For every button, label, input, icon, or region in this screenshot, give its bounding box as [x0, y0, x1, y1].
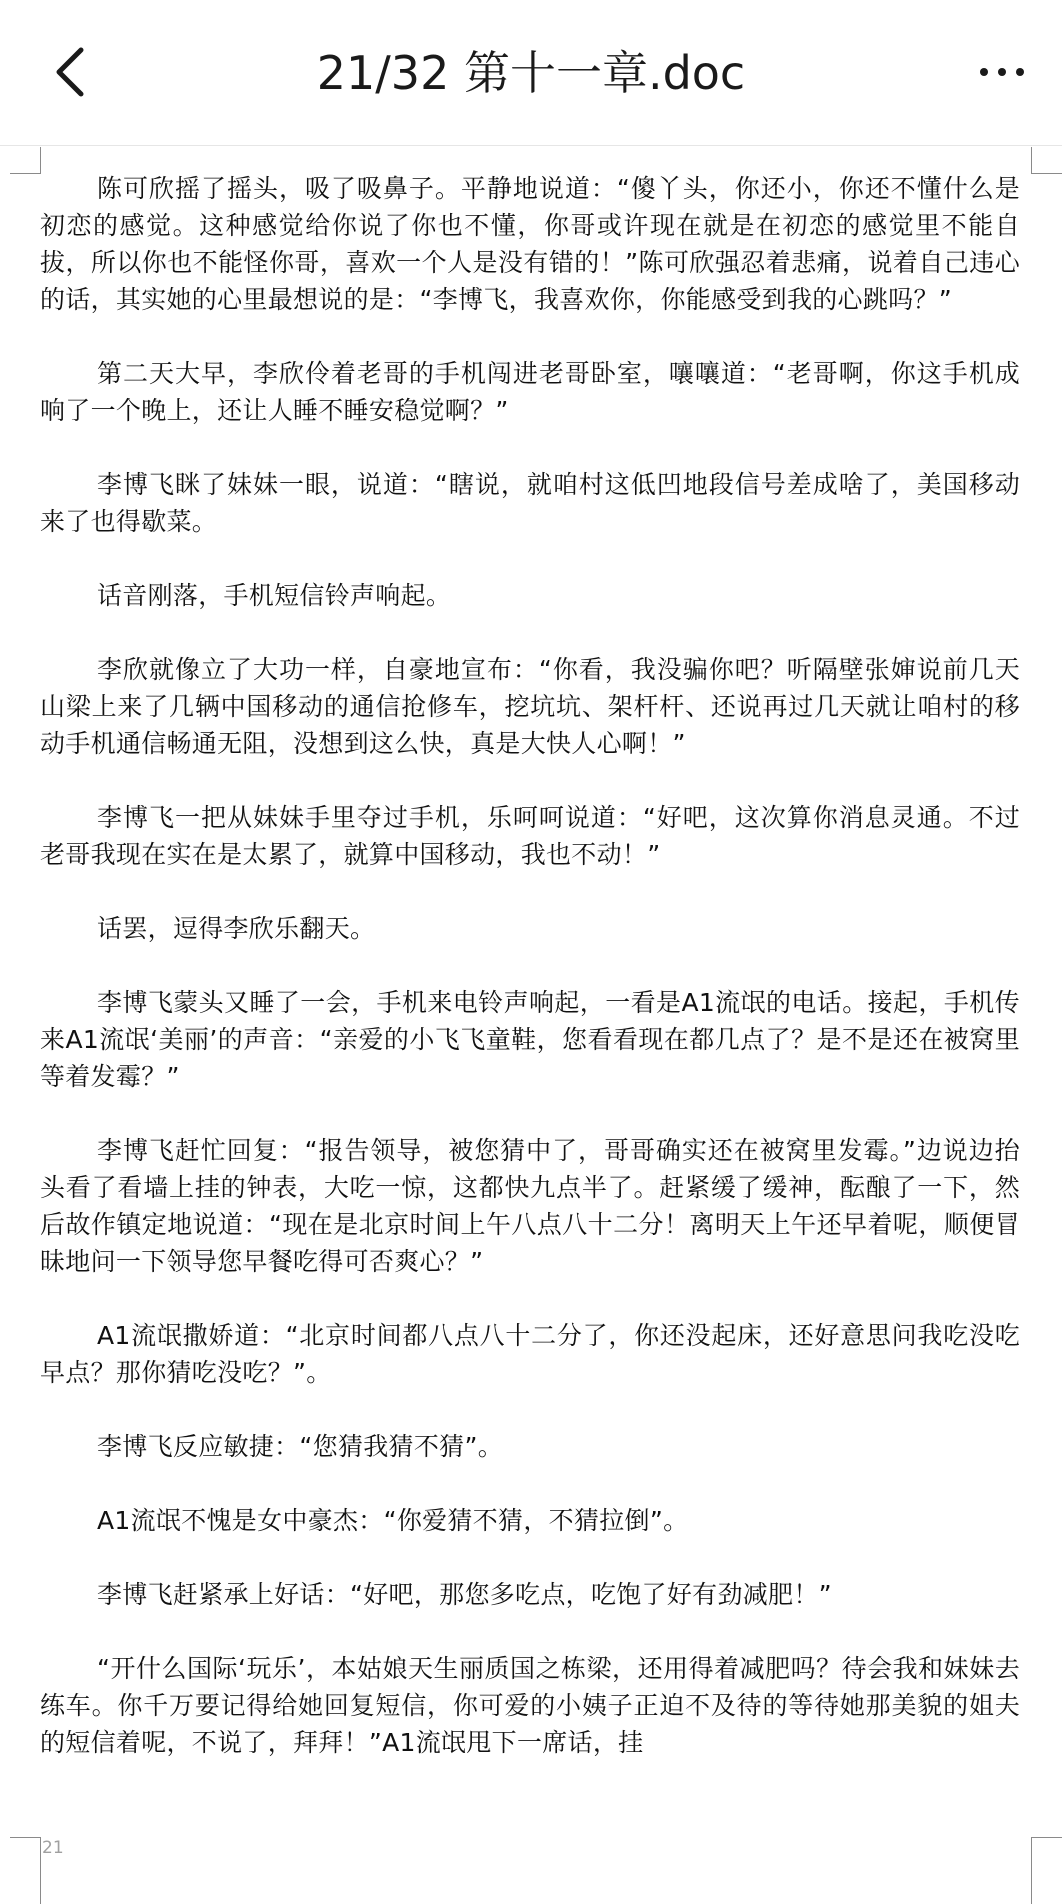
- paragraph: 李欣就像立了大功一样，自豪地宣布：“你看，我没骗你吧？听隔壁张婶说前几天山梁上来了几辆中国移动的通信抢修车，挖坑坑、架杆杆、还说再过几天就让咱村的移动手机通信畅通无阻，没想到这么快，真是大快人心啊！”: [40, 655, 1020, 758]
- paragraph: 第二天大早，李欣伶着老哥的手机闯进老哥卧室，嚷嚷道：“老哥啊，你这手机成响了一个晚上，还让人睡不睡安稳觉啊？”: [40, 359, 1020, 425]
- page-corner-mark: [1031, 1837, 1062, 1904]
- page-number: 21: [42, 1838, 64, 1858]
- top-toolbar: [0, 0, 1062, 146]
- paragraph: 李博飞眯了妹妹一眼，说道：“瞎说，就咱村这低凹地段信号差成啥了，美国移动来了也得歇菜。: [40, 470, 1020, 536]
- page-corner-mark: [10, 1837, 41, 1904]
- back-button[interactable]: [40, 40, 100, 104]
- paragraph: A1流氓撒娇道：“北京时间都八点八十二分了，你还没起床，还好意思问我吃没吃早点？那你猜吃没吃？”。: [40, 1321, 1020, 1387]
- document-title: 21/32 第十一章.doc: [316, 46, 746, 100]
- paragraph: 李博飞赶紧承上好话：“好吧，那您多吃点，吃饱了好有劲减肥！”: [97, 1580, 832, 1609]
- paragraph: “开什么国际‘玩乐’，本姑娘天生丽质国之栋梁，还用得着减肥吗？待会我和妹妹去练车。你千万要记得给她回复短信，你可爱的小姨子正迫不及待的等待她那美貌的姐夫的短信着呢，不说了，拜拜！”A1流氓甩下一席话，挂: [40, 1654, 1020, 1757]
- paragraph: 话罢，逗得李欣乐翻天。: [97, 914, 376, 943]
- paragraph: 李博飞一把从妹妹手里夺过手机，乐呵呵说道：“好吧，这次算你消息灵通。不过老哥我现在实在是太累了，就算中国移动，我也不动！”: [40, 803, 1020, 869]
- paragraph: A1流氓不愧是女中豪杰：“你爱猜不猜，不猜拉倒”。: [97, 1506, 689, 1535]
- paragraph: 李博飞反应敏捷：“您猜我猜不猜”。: [97, 1432, 504, 1461]
- document-body: [40, 170, 1020, 1798]
- more-horizontal-icon: [980, 68, 988, 76]
- paragraph: 话音刚落，手机短信铃声响起。: [97, 581, 452, 610]
- more-options-button[interactable]: [962, 44, 1042, 100]
- page-corner-mark: [10, 147, 41, 174]
- paragraph: 李博飞蒙头又睡了一会，手机来电铃声响起，一看是A1流氓的电话。接起，手机传来A1流氓‘美丽’的声音：“亲爱的小飞飞童鞋，您看看现在都几点了？是不是还在被窝里等着发霉？”: [40, 988, 1020, 1091]
- paragraph: 李博飞赶忙回复：“报告领导，被您猜中了，哥哥确实还在被窝里发霉。”边说边抬头看了看墙上挂的钟表，大吃一惊，这都快九点半了。赶紧缓了缓神，酝酿了一下，然后故作镇定地说道：“现在是北京时间上午八点八十二分！离明天上午还早着呢，顺便冒昧地问一下领导您早餐吃得可否爽心？”: [40, 1136, 1020, 1276]
- page-corner-mark: [1031, 147, 1062, 174]
- paragraph: 陈可欣摇了摇头，吸了吸鼻子。平静地说道：“傻丫头，你还小，你还不懂什么是初恋的感觉。这种感觉给你说了你也不懂，你哥或许现在就是在初恋的感觉里不能自拔，所以你也不能怪你哥，喜欢一个人是没有错的！”陈可欣强忍着悲痛，说着自己违心的话，其实她的心里最想说的是：“李博飞，我喜欢你，你能感受到我的心跳吗？”: [40, 174, 1020, 314]
- chevron-left-icon: [53, 46, 87, 98]
